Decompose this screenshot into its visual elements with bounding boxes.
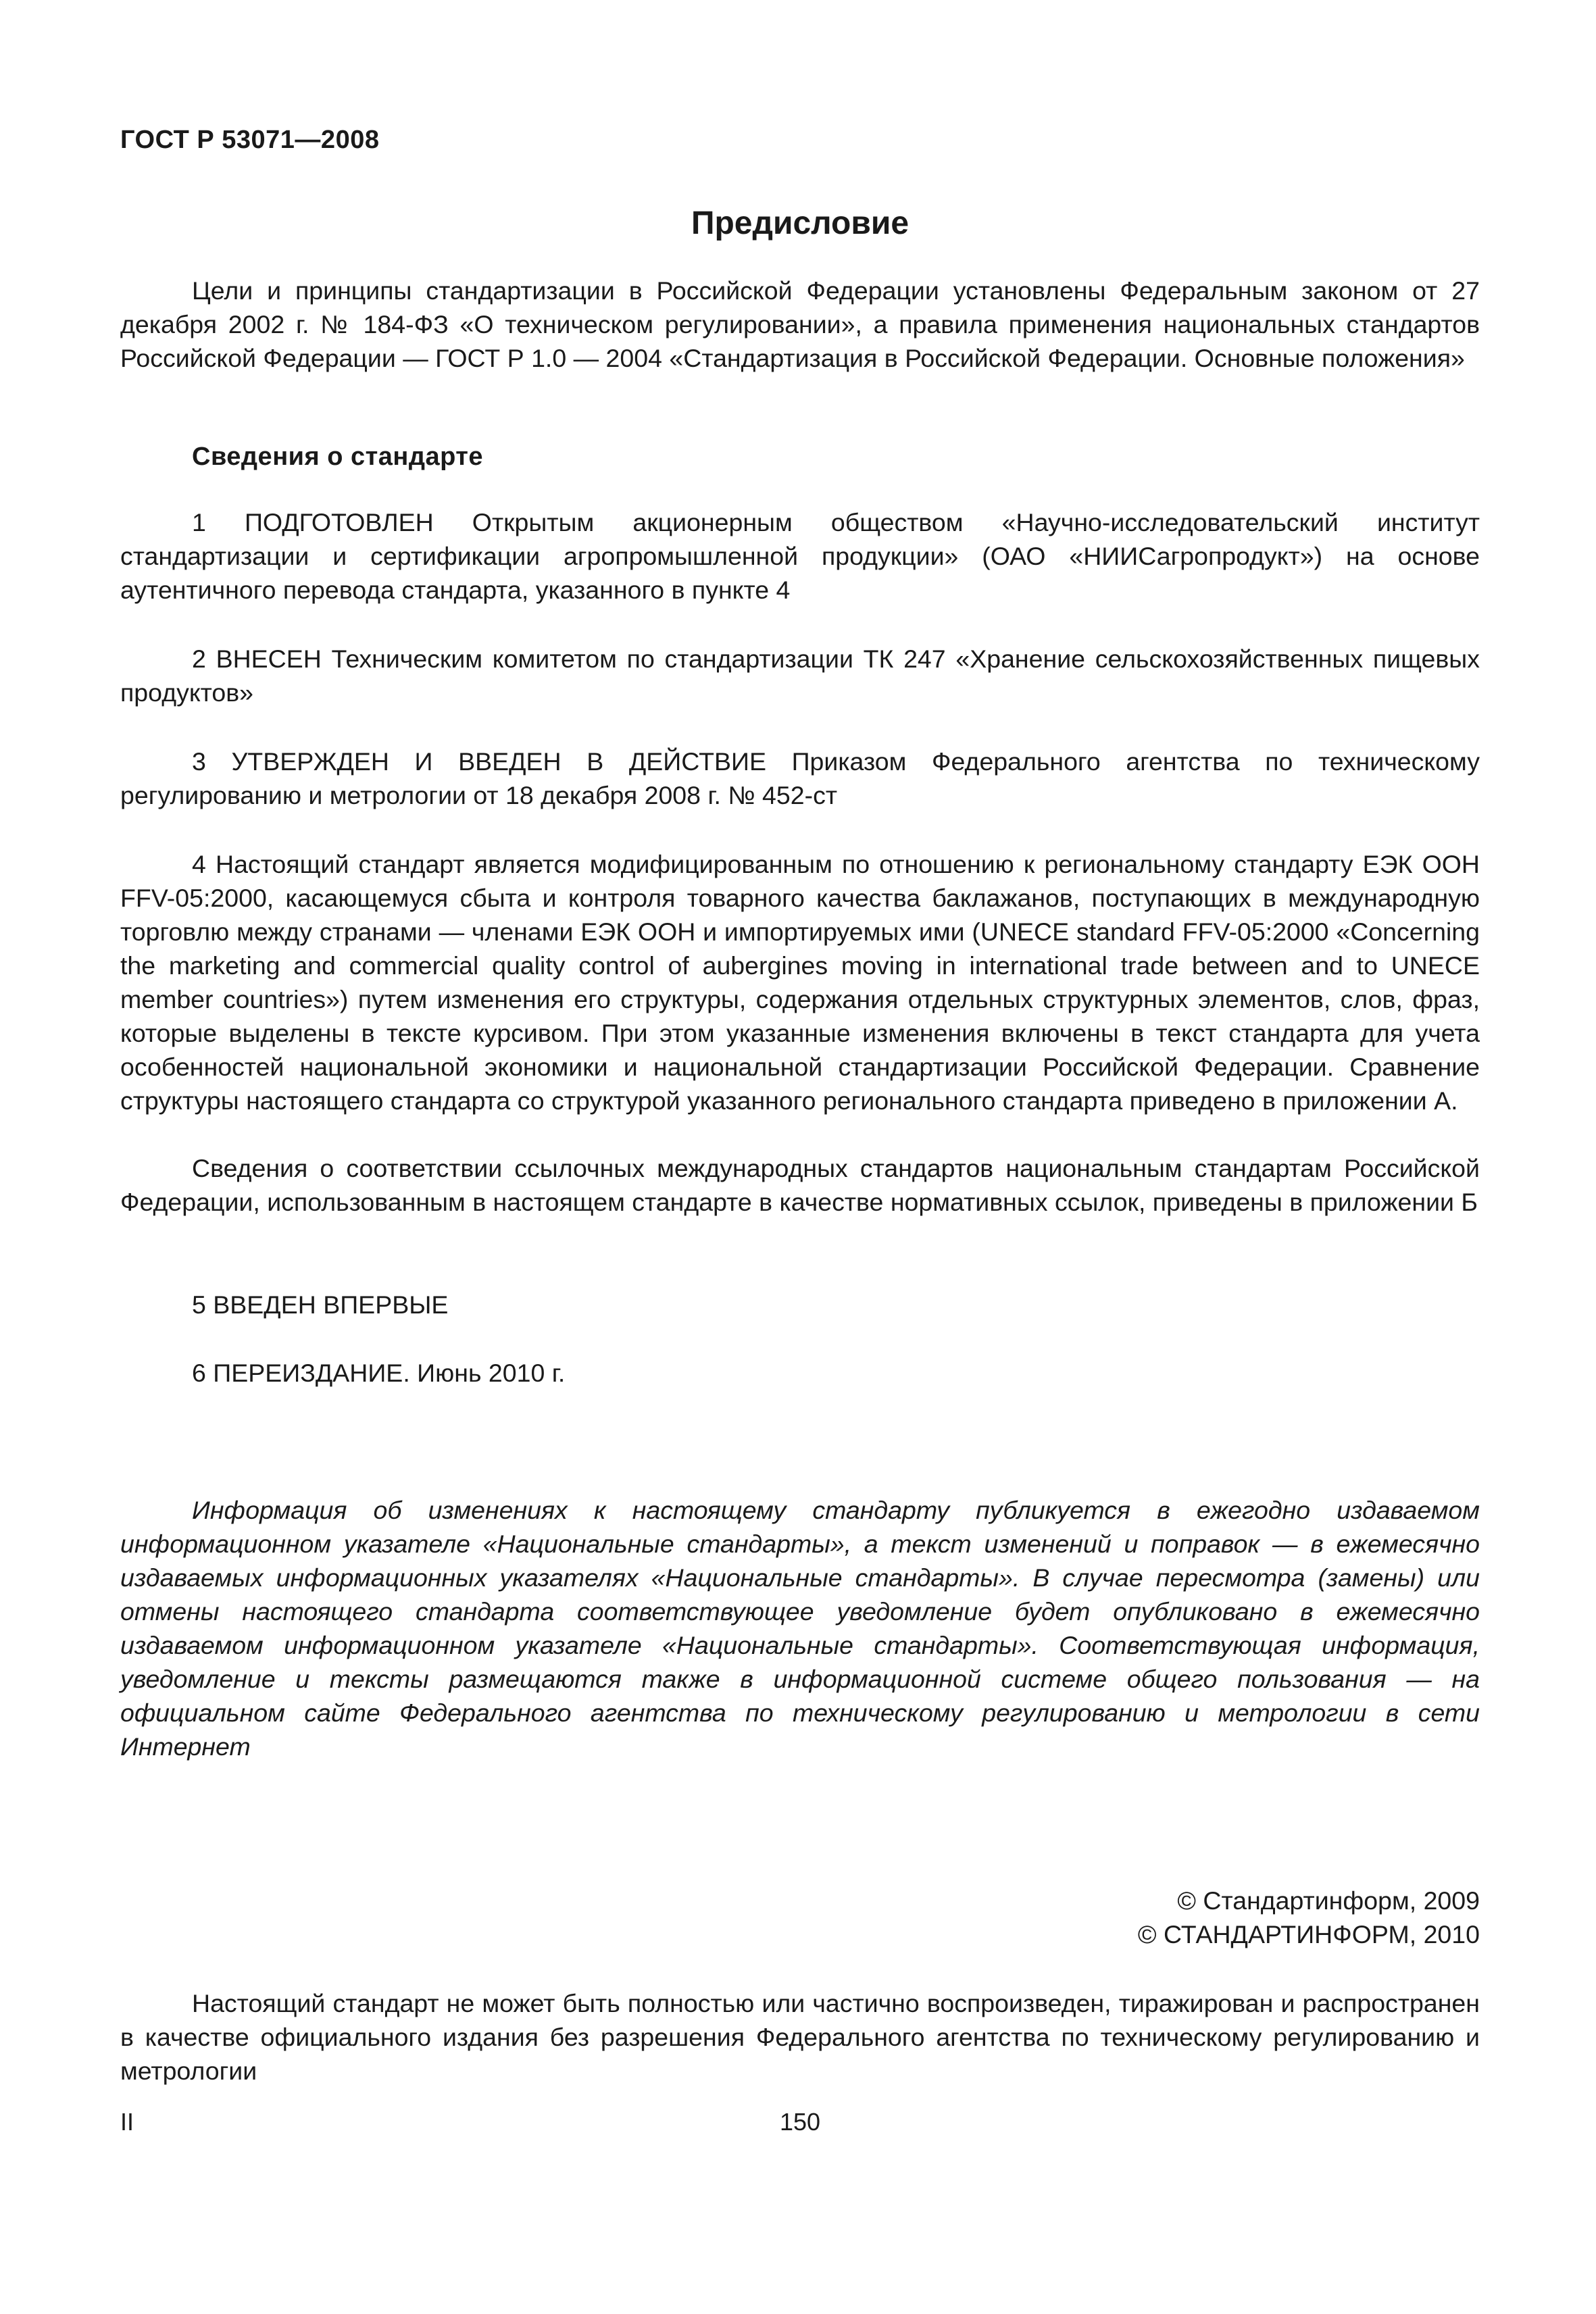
copyright-2010: © СТАНДАРТИНФОРМ, 2010 [1137, 1920, 1480, 1948]
item-2-paragraph: 2 ВНЕСЕН Техническим комитетом по стандартизации ТК 247 «Хранение сельскохозяйственных пищевых продуктов» [120, 645, 1480, 707]
item-3-paragraph: 3 УТВЕРЖДЕН И ВВЕДЕН В ДЕЙСТВИЕ Приказом Федерального агентства по техническому регулированию и метрологии от 18 декабря 2008 г. № 452-ст [120, 747, 1480, 809]
item-5-paragraph: 5 ВВЕДЕН ВПЕРВЫЕ [192, 1290, 449, 1319]
item-6-paragraph: 6 ПЕРЕИЗДАНИЕ. Июнь 2010 г. [192, 1359, 566, 1387]
copyright-2009: © Стандартинформ, 2009 [1177, 1886, 1480, 1915]
standard-code: ГОСТ Р 53071—2008 [120, 126, 380, 154]
reproduction-notice: Настоящий стандарт не может быть полностью или частично воспроизведен, тиражирован и распространен в качестве официального издания без разрешения Федерального агентства по техническому регулированию и метрологии [120, 1989, 1480, 2085]
roman-page-number: II [120, 2108, 134, 2136]
item-1-paragraph: 1 ПОДГОТОВЛЕН Открытым акционерным обществом «Научно-исследовательский институт стандартизации и сертификации агропромышленной продукции» (ОАО «НИИСагропродукт») на основе аутентичного перевода стандарта, указанного в пункте 4 [120, 508, 1480, 604]
item-4-paragraph: 4 Настоящий стандарт является модифицированным по отношению к региональному стандарту ЕЭК ООН FFV-05:2000, касающемуся сбыта и контроля товарного качества баклажанов, поступающих в международную торговлю между странами — членами ЕЭК ООН и импортируемых ими (UNECE standard FFV-05:2000 «Concerning the marketing and commercial quality control of aubergines moving in international trade between and to UNECE member countries») путем изменения его структуры, содержания отдельных структурных элементов, слов, фраз, которые выделены в тексте курсивом. При этом указанные изменения включены в текст стандарта для учета особенностей национальной экономики и национальной стандартизации Российской Федерации. Сравнение структуры настоящего стандарта со структурой указанного регионального стандарта приведено в приложении А. [120, 850, 1480, 1115]
page-title: Предисловие [691, 205, 909, 241]
intro-paragraph: Цели и принципы стандартизации в Российской Федерации установлены Федеральным законом от 27 декабря 2002 г. № 184-ФЗ «О техническом регулировании», а правила применения национальных стандартов Российской Федерации — ГОСТ Р 1.0 — 2004 «Стандартизация в Российской Федерации. Основные положения» [120, 276, 1480, 372]
notice-paragraph: Информация об изменениях к настоящему стандарту публикуется в ежегодно издаваемом информационном указателе «Национальные стандарты», а текст изменений и поправок — в ежемесячно издаваемых информационных указателях «Национальные стандарты». В случае пересмотра (замены) или отмены настоящего стандарта соответствующее уведомление будет опубликовано в ежемесячно издаваемом информационном указателе «Национальные стандарты». Соответствующая информация, уведомление и тексты размещаются также в информационной системе общего пользования — на официальном сайте Федерального агентства по техническому регулированию и метрологии в сети Интернет [120, 1496, 1480, 1761]
standard-info-heading: Сведения о стандарте [192, 443, 484, 471]
page-number: 150 [779, 2108, 821, 2136]
item-4-references-paragraph: Сведения о соответствии ссылочных международных стандартов национальным стандартам Российской Федерации, использованным в настоящем стандарте в качестве нормативных ссылок, приведены в приложении Б [120, 1154, 1480, 1216]
document-page [120, 0, 1480, 2314]
